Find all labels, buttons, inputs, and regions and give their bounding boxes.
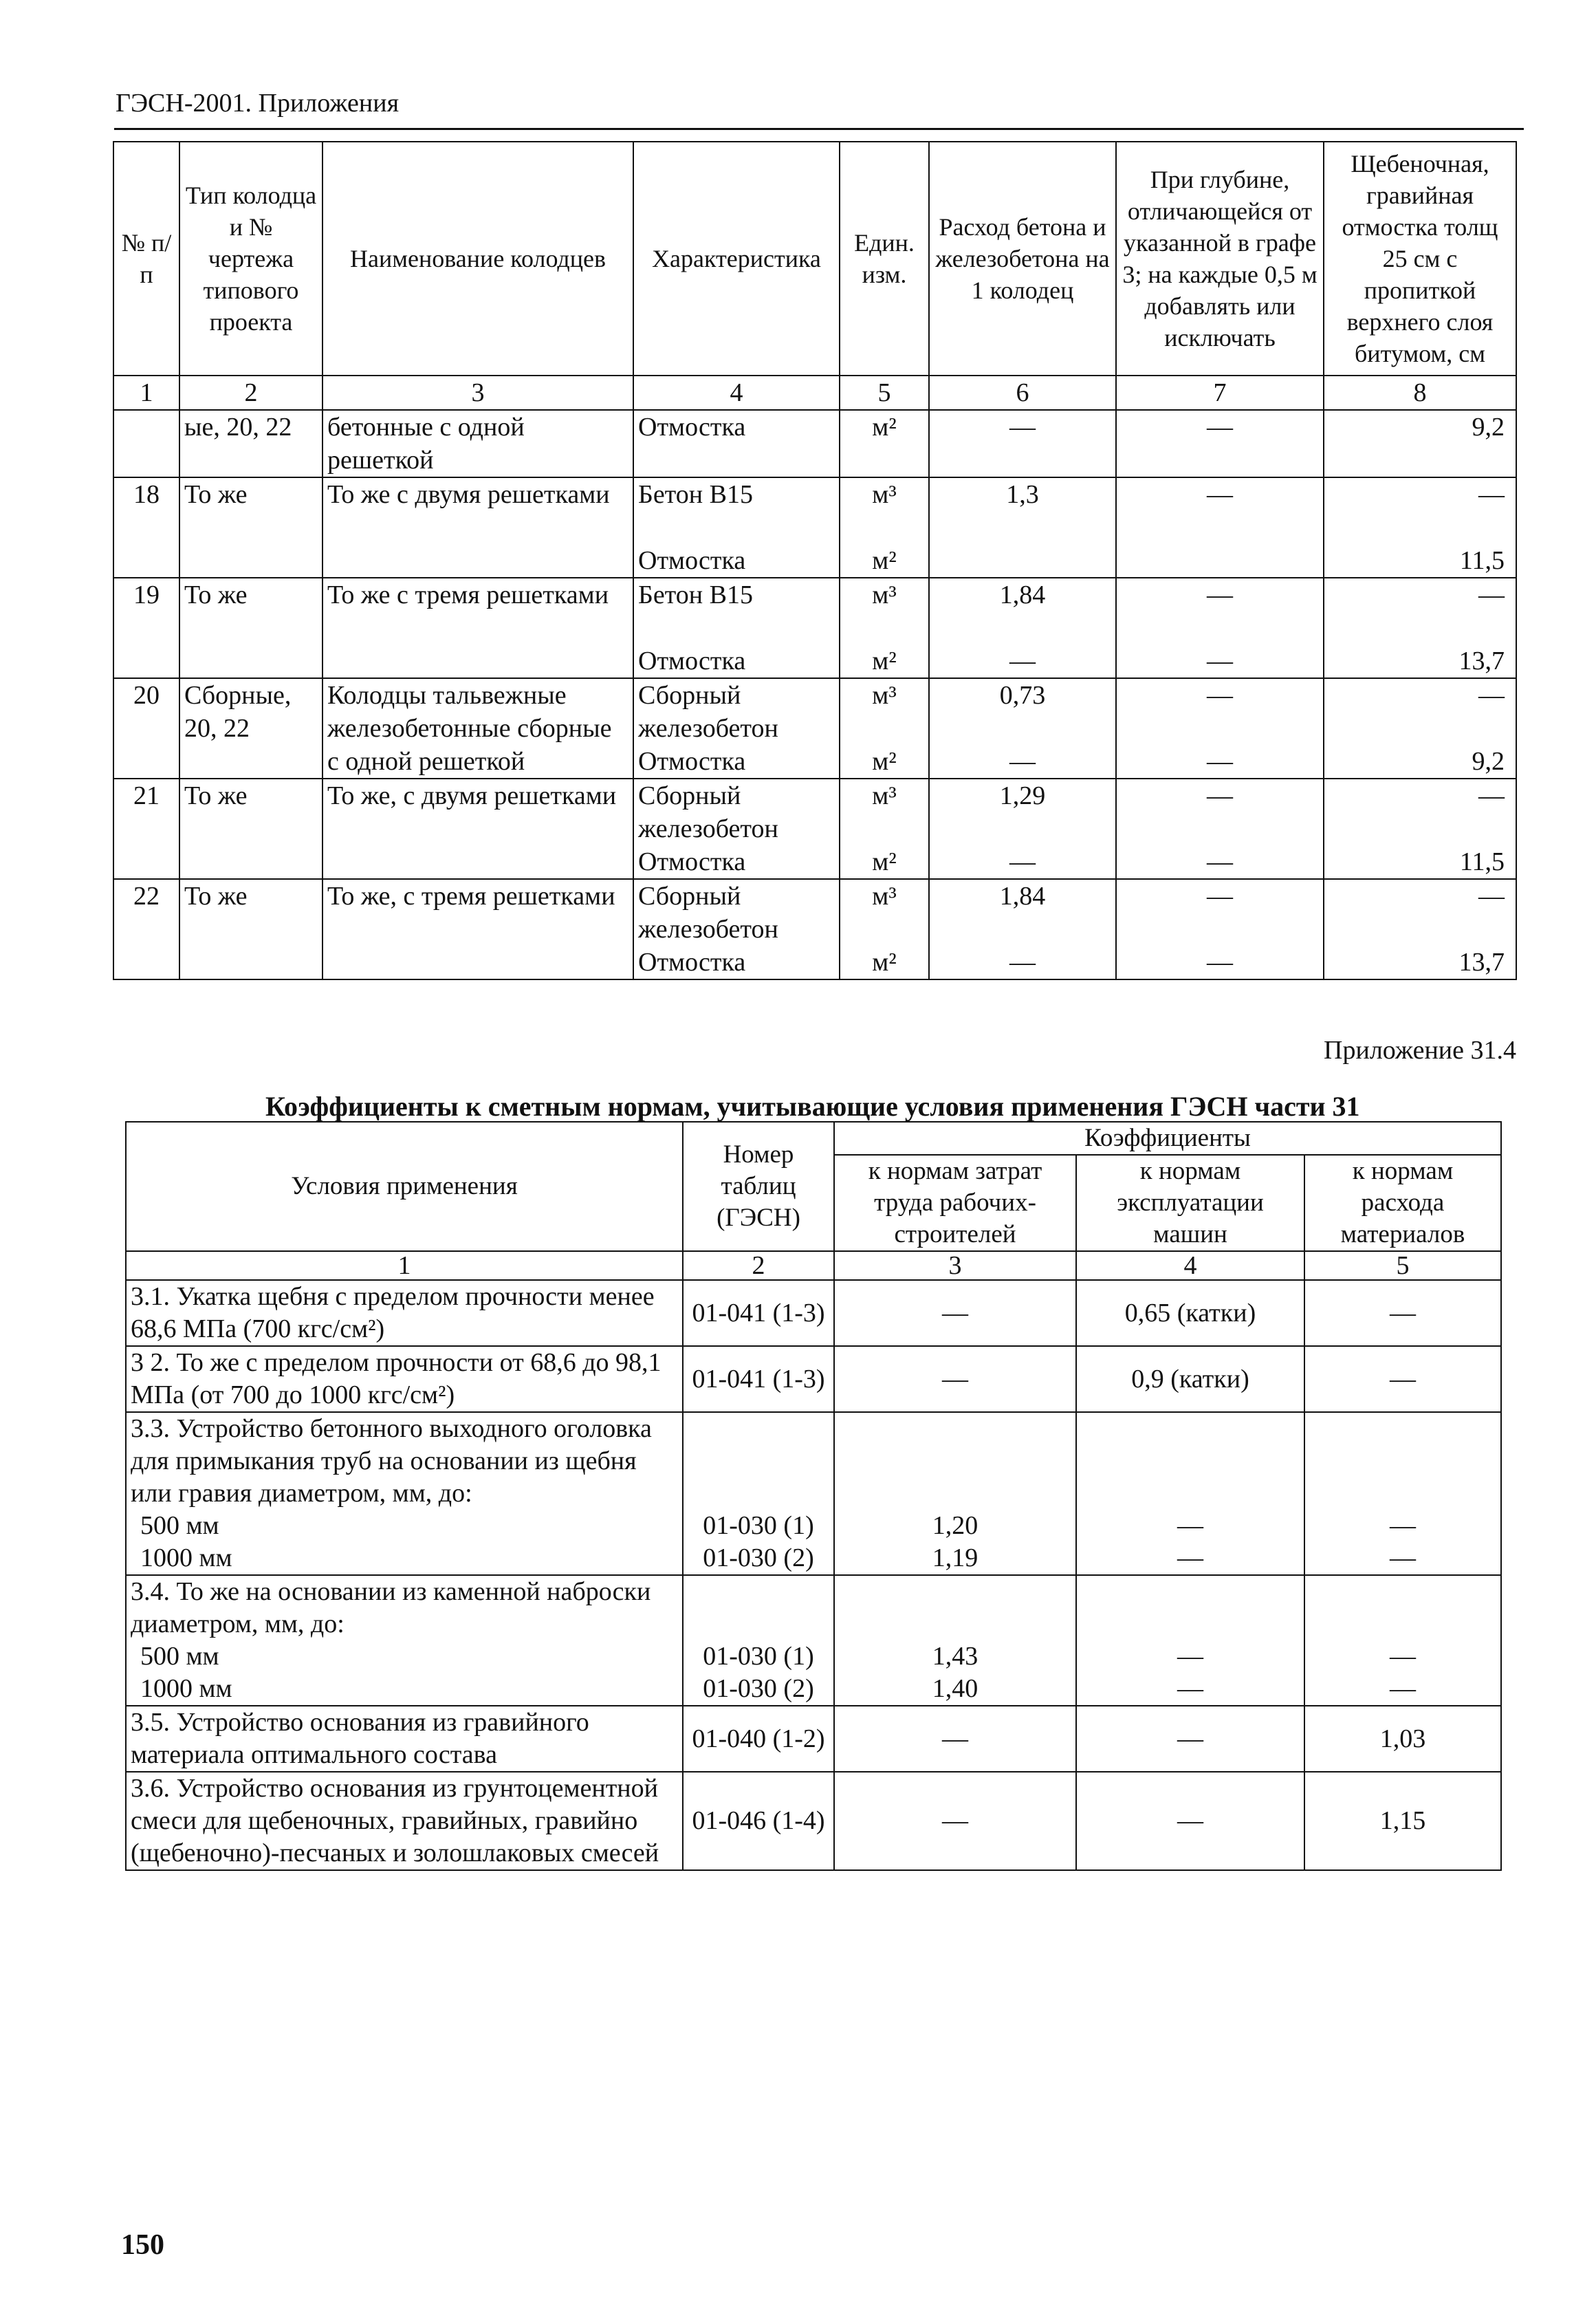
col-header-gravel: Щебеночная, гравийная отмостка толщ 25 см с пропиткой верхнего слоя битумом, см [1324,142,1516,376]
table-row [126,1772,1501,1870]
unit-cell [840,779,929,879]
table-number: 01-030 (2) [703,1674,814,1703]
table-number-cell: 01-041 (1-3) [683,1346,834,1412]
condition-cell: 3.1. Укатка щебня с пределом прочности менее 68,6 МПа (700 кгс/см²) [126,1280,683,1346]
concrete-value: 1,3 [1006,480,1039,509]
table-number: 01-030 (2) [703,1543,814,1572]
gravel-value: 13,7 [1458,647,1505,675]
col-number: 2 [179,376,323,410]
unit-cell [840,578,929,678]
col-number: 4 [1076,1251,1304,1280]
concrete-value: — [1009,647,1036,675]
wells-table [113,141,1517,980]
well-name-cell: Колодцы тальвежные железобетонные сборные с одной решеткой [323,678,633,779]
characteristic-line: Отмостка [638,948,746,977]
machine-coef-cell: 0,65 (катки) [1076,1280,1304,1346]
row-number-cell: 19 [113,578,179,678]
table-row [113,410,1516,477]
machine-coef-cell: 0,9 (катки) [1076,1346,1304,1412]
col-header-machines: к нормам эксплуатации машин [1076,1155,1304,1251]
characteristic-cell [633,578,840,678]
well-name-cell: То же, с двумя решетками [323,779,633,879]
unit-cell [840,678,929,779]
table2-title: Коэффициенты к сметным нормам, учитывающие условия применения ГЭСН части 31 [265,1091,1360,1122]
machine-coef-cell: — [1076,1772,1304,1870]
gravel-value: 9,2 [1472,413,1505,442]
unit-value: м² [872,948,897,977]
col-header-type: Тип колодца и № чертежа типового проекта [179,142,323,376]
unit-value: м² [872,847,897,876]
characteristic-cell [633,879,840,979]
gravel-value: — [1478,581,1505,609]
condition-cell: 3.5. Устройство основания из гравийного материала оптимального состава [126,1706,683,1772]
concrete-value: 1,84 [999,581,1046,609]
col-number: 7 [1116,376,1324,410]
depth-value: — [1207,681,1233,710]
table-row [113,477,1516,578]
material-coef-cell [1304,1412,1501,1575]
characteristic-line: Бетон В15 [638,480,753,509]
col-number: 5 [1304,1251,1501,1280]
gravel-value: 9,2 [1472,747,1505,776]
machine-coef: — [1177,1511,1203,1540]
characteristic-cell [633,678,840,779]
depth-cell [1116,779,1324,879]
row-number-cell: 21 [113,779,179,879]
material-coef: — [1390,1543,1416,1572]
depth-cell [1116,879,1324,979]
concrete-value [934,544,1111,577]
row-number-cell: 18 [113,477,179,578]
col-number: 3 [834,1251,1076,1280]
sub-condition: 500 мм [140,1511,219,1540]
labor-coef-cell: — [834,1772,1076,1870]
condition-cell [126,1412,683,1575]
table-number-cell [683,1575,834,1706]
machine-coef: — [1177,1543,1203,1572]
table-number: 01-030 (1) [703,1511,814,1540]
condition-text: 3.4. То же на основании из каменной наброски диаметром, мм, до: [131,1577,651,1638]
gravel-value: 13,7 [1458,948,1505,977]
unit-value: м³ [872,681,897,710]
sub-condition: 500 мм [140,1642,219,1671]
col-number: 1 [126,1251,683,1280]
unit-value: м³ [872,480,897,509]
labor-coef: 1,20 [932,1511,979,1540]
labor-coef-cell: — [834,1346,1076,1412]
col-header-depth: При глубине, отличающейся от указанной в графе 3; на каждые 0,5 м добавлять или исключать [1116,142,1324,376]
unit-value: м² [872,546,897,575]
col-number: 2 [683,1251,834,1280]
table-row [113,879,1516,979]
depth-value [1121,544,1319,577]
col-number: 3 [323,376,633,410]
unit-cell [840,477,929,578]
concrete-cell [929,578,1116,678]
coefficients-table [125,1121,1502,1871]
condition-cell [126,1575,683,1706]
table-number-cell: 01-046 (1-4) [683,1772,834,1870]
gravel-cell [1324,879,1516,979]
unit-value: м² [872,647,897,675]
col-number: 1 [113,376,179,410]
table-row [126,1575,1501,1706]
table-row [113,779,1516,879]
labor-coef: 1,19 [932,1543,979,1572]
depth-value: — [1207,581,1233,609]
col-header-name: Наименование колодцев [323,142,633,376]
table-number-cell [683,1412,834,1575]
table-number-cell: 01-041 (1-3) [683,1280,834,1346]
depth-cell [1116,678,1324,779]
material-coef-cell: 1,03 [1304,1706,1501,1772]
table-row [126,1280,1501,1346]
col-number: 6 [929,376,1116,410]
characteristic-cell [633,779,840,879]
gravel-cell [1324,678,1516,779]
table-number-cell: 01-040 (1-2) [683,1706,834,1772]
depth-value: — [1207,781,1233,810]
concrete-value: 1,29 [999,781,1046,810]
characteristic-line: Сборный железобетон [638,882,778,944]
material-coef-cell: 1,15 [1304,1772,1501,1870]
condition-cell: 3.6. Устройство основания из грунтоцементной смеси для щебеночных, гравийных, гравийно (щебеночно)-песчаных и золошлаковых смесей [126,1772,683,1870]
well-type-cell: Сборные, 20, 22 [179,678,323,779]
characteristic-line: Сборный железобетон [638,681,778,743]
depth-cell [1116,578,1324,678]
unit-value: м³ [872,882,897,911]
characteristic-line: Отмостка [638,647,746,675]
page-header: ГЭСН-2001. Приложения [116,89,400,118]
table-row [113,578,1516,678]
col-number: 5 [840,376,929,410]
col-header-table-no: Номер таблиц (ГЭСН) [683,1122,834,1251]
row-number-cell: 22 [113,879,179,979]
characteristic-cell [633,410,840,477]
table-row [113,678,1516,779]
depth-cell [1116,477,1324,578]
sub-condition: 1000 мм [140,1674,232,1703]
concrete-value: 0,73 [999,681,1046,710]
appendix-label: Приложение 31.4 [1324,1036,1516,1065]
well-type-cell: То же [179,477,323,578]
gravel-cell [1324,477,1516,578]
col-header-char: Характеристика [633,142,840,376]
characteristic-line: Сборный железобетон [638,781,778,843]
header-rule [114,128,1524,130]
table-row [126,1412,1501,1575]
col-header-materials: к нормам расхода материалов [1304,1155,1501,1251]
machine-coef-cell [1076,1412,1304,1575]
labor-coef-cell [834,1412,1076,1575]
unit-value: м² [872,413,897,442]
depth-value: — [1207,747,1233,776]
unit-cell [840,879,929,979]
depth-value: — [1207,847,1233,876]
table-row [126,1346,1501,1412]
machine-coef: — [1177,1674,1203,1703]
gravel-value: 11,5 [1459,546,1505,575]
gravel-value: 11,5 [1459,847,1505,876]
depth-value: — [1207,480,1233,509]
concrete-cell [929,678,1116,779]
gravel-value: — [1478,882,1505,911]
table-number: 01-030 (1) [703,1642,814,1671]
machine-coef-cell: — [1076,1706,1304,1772]
material-coef: — [1390,1642,1416,1671]
row-number-cell [113,410,179,477]
labor-coef: 1,43 [932,1642,979,1671]
material-coef: — [1390,1511,1416,1540]
depth-cell [1116,410,1324,477]
material-coef-cell: — [1304,1346,1501,1412]
characteristic-line: Отмостка [638,413,746,442]
machine-coef: — [1177,1642,1203,1671]
unit-value: м³ [872,581,897,609]
material-coef: — [1390,1674,1416,1703]
characteristic-line: Отмостка [638,847,746,876]
well-name-cell: То же с тремя решетками [323,578,633,678]
gravel-value: — [1478,681,1505,710]
gravel-value: — [1478,480,1505,509]
concrete-value: — [1009,413,1036,442]
gravel-cell [1324,779,1516,879]
condition-cell: 3 2. То же с пределом прочности от 68,6 до 98,1 МПа (от 700 до 1000 кгс/см²) [126,1346,683,1412]
condition-text: 3.3. Устройство бетонного выходного оголовка для примыкания труб на основании из щебня или гравия диаметром, мм, до: [131,1414,652,1508]
well-type-cell: То же [179,578,323,678]
col-number: 4 [633,376,840,410]
well-name-cell: То же, с тремя решетками [323,879,633,979]
well-name-cell: То же с двумя решетками [323,477,633,578]
unit-value: м³ [872,781,897,810]
sub-condition: 1000 мм [140,1543,232,1572]
row-number-cell: 20 [113,678,179,779]
well-type-cell: То же [179,779,323,879]
table-row [126,1706,1501,1772]
unit-cell [840,410,929,477]
col-header-labor: к нормам затрат труда рабочих-строителей [834,1155,1076,1251]
material-coef-cell [1304,1575,1501,1706]
characteristic-cell [633,477,840,578]
well-type-cell: То же [179,879,323,979]
characteristic-line: Отмостка [638,546,746,575]
well-name-cell: бетонные с одной решеткой [323,410,633,477]
concrete-cell [929,779,1116,879]
concrete-cell [929,477,1116,578]
col-header-coefficients: Коэффициенты [834,1122,1501,1155]
concrete-value: — [1009,847,1036,876]
depth-value: — [1207,882,1233,911]
concrete-value: — [1009,948,1036,977]
gravel-cell [1324,410,1516,477]
labor-coef-cell: — [834,1706,1076,1772]
col-header-unit: Един. изм. [840,142,929,376]
col-header-conditions: Условия применения [126,1122,683,1251]
depth-value: — [1207,948,1233,977]
depth-value: — [1207,647,1233,675]
gravel-value: — [1478,781,1505,810]
machine-coef-cell [1076,1575,1304,1706]
labor-coef-cell [834,1575,1076,1706]
col-header-concrete: Расход бетона и железобетона на 1 колодец [929,142,1116,376]
col-number: 8 [1324,376,1516,410]
concrete-cell [929,410,1116,477]
characteristic-line: Бетон В15 [638,581,753,609]
well-type-cell: ые, 20, 22 [179,410,323,477]
unit-value: м² [872,747,897,776]
depth-value: — [1207,413,1233,442]
gravel-cell [1324,578,1516,678]
concrete-value: 1,84 [999,882,1046,911]
material-coef-cell: — [1304,1280,1501,1346]
labor-coef: 1,40 [932,1674,979,1703]
characteristic-line: Отмостка [638,747,746,776]
concrete-value: — [1009,747,1036,776]
page-number: 150 [121,2229,164,2261]
concrete-cell [929,879,1116,979]
labor-coef-cell: — [834,1280,1076,1346]
col-header-num: № п/п [113,142,179,376]
